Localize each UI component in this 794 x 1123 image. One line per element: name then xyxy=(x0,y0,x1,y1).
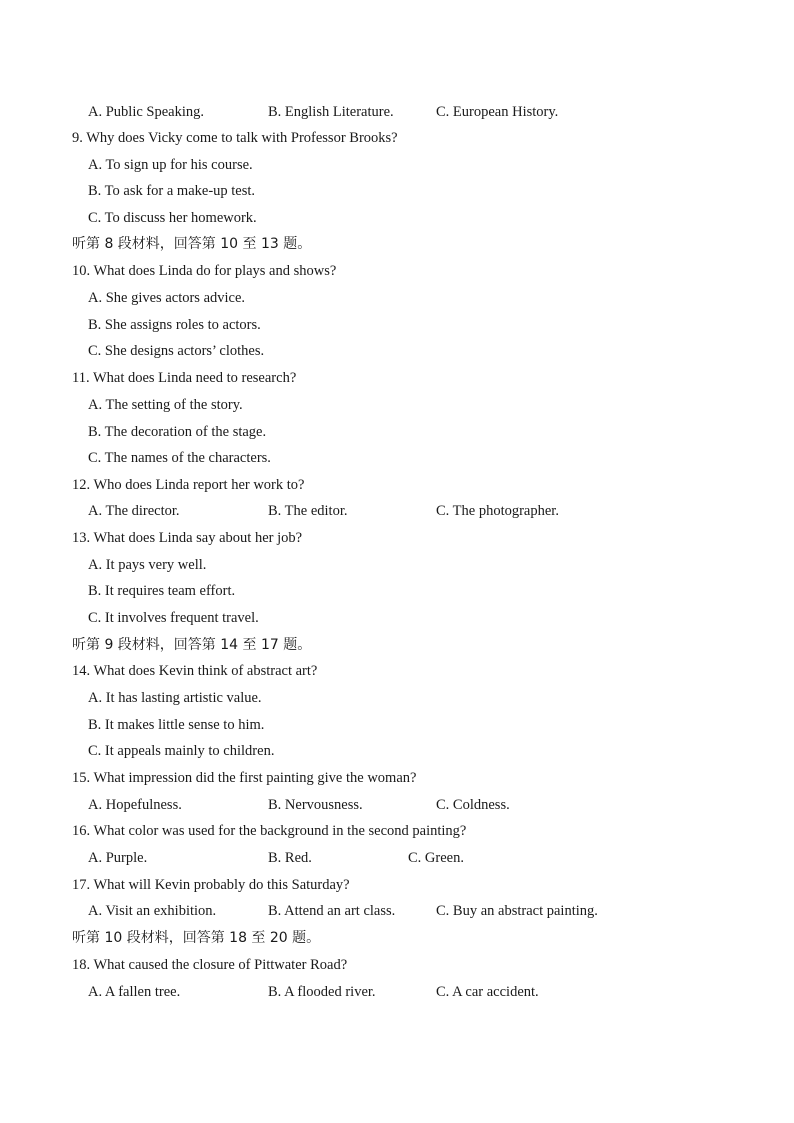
q15-option-a: A. Hopefulness. xyxy=(88,797,182,813)
q16-option-a: A. Purple. xyxy=(88,850,148,866)
q13-option-c: C. It involves frequent travel. xyxy=(88,610,259,626)
q8-option-a: A. Public Speaking. xyxy=(88,104,204,120)
q11-question: 11. What does Linda need to research? xyxy=(72,370,297,386)
section-10-heading: 听第 10 段材料，回答第 18 至 20 题。 xyxy=(72,930,321,946)
q18-option-a: A. A fallen tree. xyxy=(88,984,181,1000)
q13-option-a: A. It pays very well. xyxy=(88,557,207,573)
q14-option-b: B. It makes little sense to him. xyxy=(88,717,265,733)
q18-option-c: C. A car accident. xyxy=(436,984,539,1000)
q8-option-b: B. English Literature. xyxy=(268,104,394,120)
q17-option-a: A. Visit an exhibition. xyxy=(88,903,217,919)
q9-option-c: C. To discuss her homework. xyxy=(88,210,257,226)
q9-option-a: A. To sign up for his course. xyxy=(88,157,253,173)
q10-option-a: A. She gives actors advice. xyxy=(88,290,246,306)
q12-option-a: A. The director. xyxy=(88,503,180,519)
q14-option-c: C. It appeals mainly to children. xyxy=(88,743,275,759)
q13-option-b: B. It requires team effort. xyxy=(88,583,236,599)
q12-question: 12. Who does Linda report her work to? xyxy=(72,477,305,493)
q10-option-b: B. She assigns roles to actors. xyxy=(88,317,261,333)
q15-option-b: B. Nervousness. xyxy=(268,797,363,813)
q17-question: 17. What will Kevin probably do this Saturday? xyxy=(72,877,350,893)
q18-question: 18. What caused the closure of Pittwater Road? xyxy=(72,957,348,973)
q13-question: 13. What does Linda say about her job? xyxy=(72,530,303,546)
q11-option-a: A. The setting of the story. xyxy=(88,397,243,413)
q14-question: 14. What does Kevin think of abstract art? xyxy=(72,663,318,679)
q10-question: 10. What does Linda do for plays and shows? xyxy=(72,263,337,279)
q9-question: 9. Why does Vicky come to talk with Professor Brooks? xyxy=(72,130,398,146)
q10-option-c: C. She designs actors’ clothes. xyxy=(88,343,265,359)
q8-option-c: C. European History. xyxy=(436,104,559,120)
q9-option-b: B. To ask for a make-up test. xyxy=(88,183,256,199)
q14-option-a: A. It has lasting artistic value. xyxy=(88,690,262,706)
section-9-heading: 听第 9 段材料，回答第 14 至 17 题。 xyxy=(72,637,312,653)
q16-option-c: C. Green. xyxy=(408,850,464,866)
q17-option-c: C. Buy an abstract painting. xyxy=(436,903,598,919)
section-8-heading: 听第 8 段材料，回答第 10 至 13 题。 xyxy=(72,236,312,252)
q12-option-c: C. The photographer. xyxy=(436,503,559,519)
q16-option-b: B. Red. xyxy=(268,850,312,866)
q11-option-b: B. The decoration of the stage. xyxy=(88,424,267,440)
q18-option-b: B. A flooded river. xyxy=(268,984,376,1000)
q15-option-c: C. Coldness. xyxy=(436,797,510,813)
q12-option-b: B. The editor. xyxy=(268,503,348,519)
q17-option-b: B. Attend an art class. xyxy=(268,903,396,919)
q15-question: 15. What impression did the first painting give the woman? xyxy=(72,770,417,786)
q16-question: 16. What color was used for the background in the second painting? xyxy=(72,823,467,839)
q11-option-c: C. The names of the characters. xyxy=(88,450,271,466)
